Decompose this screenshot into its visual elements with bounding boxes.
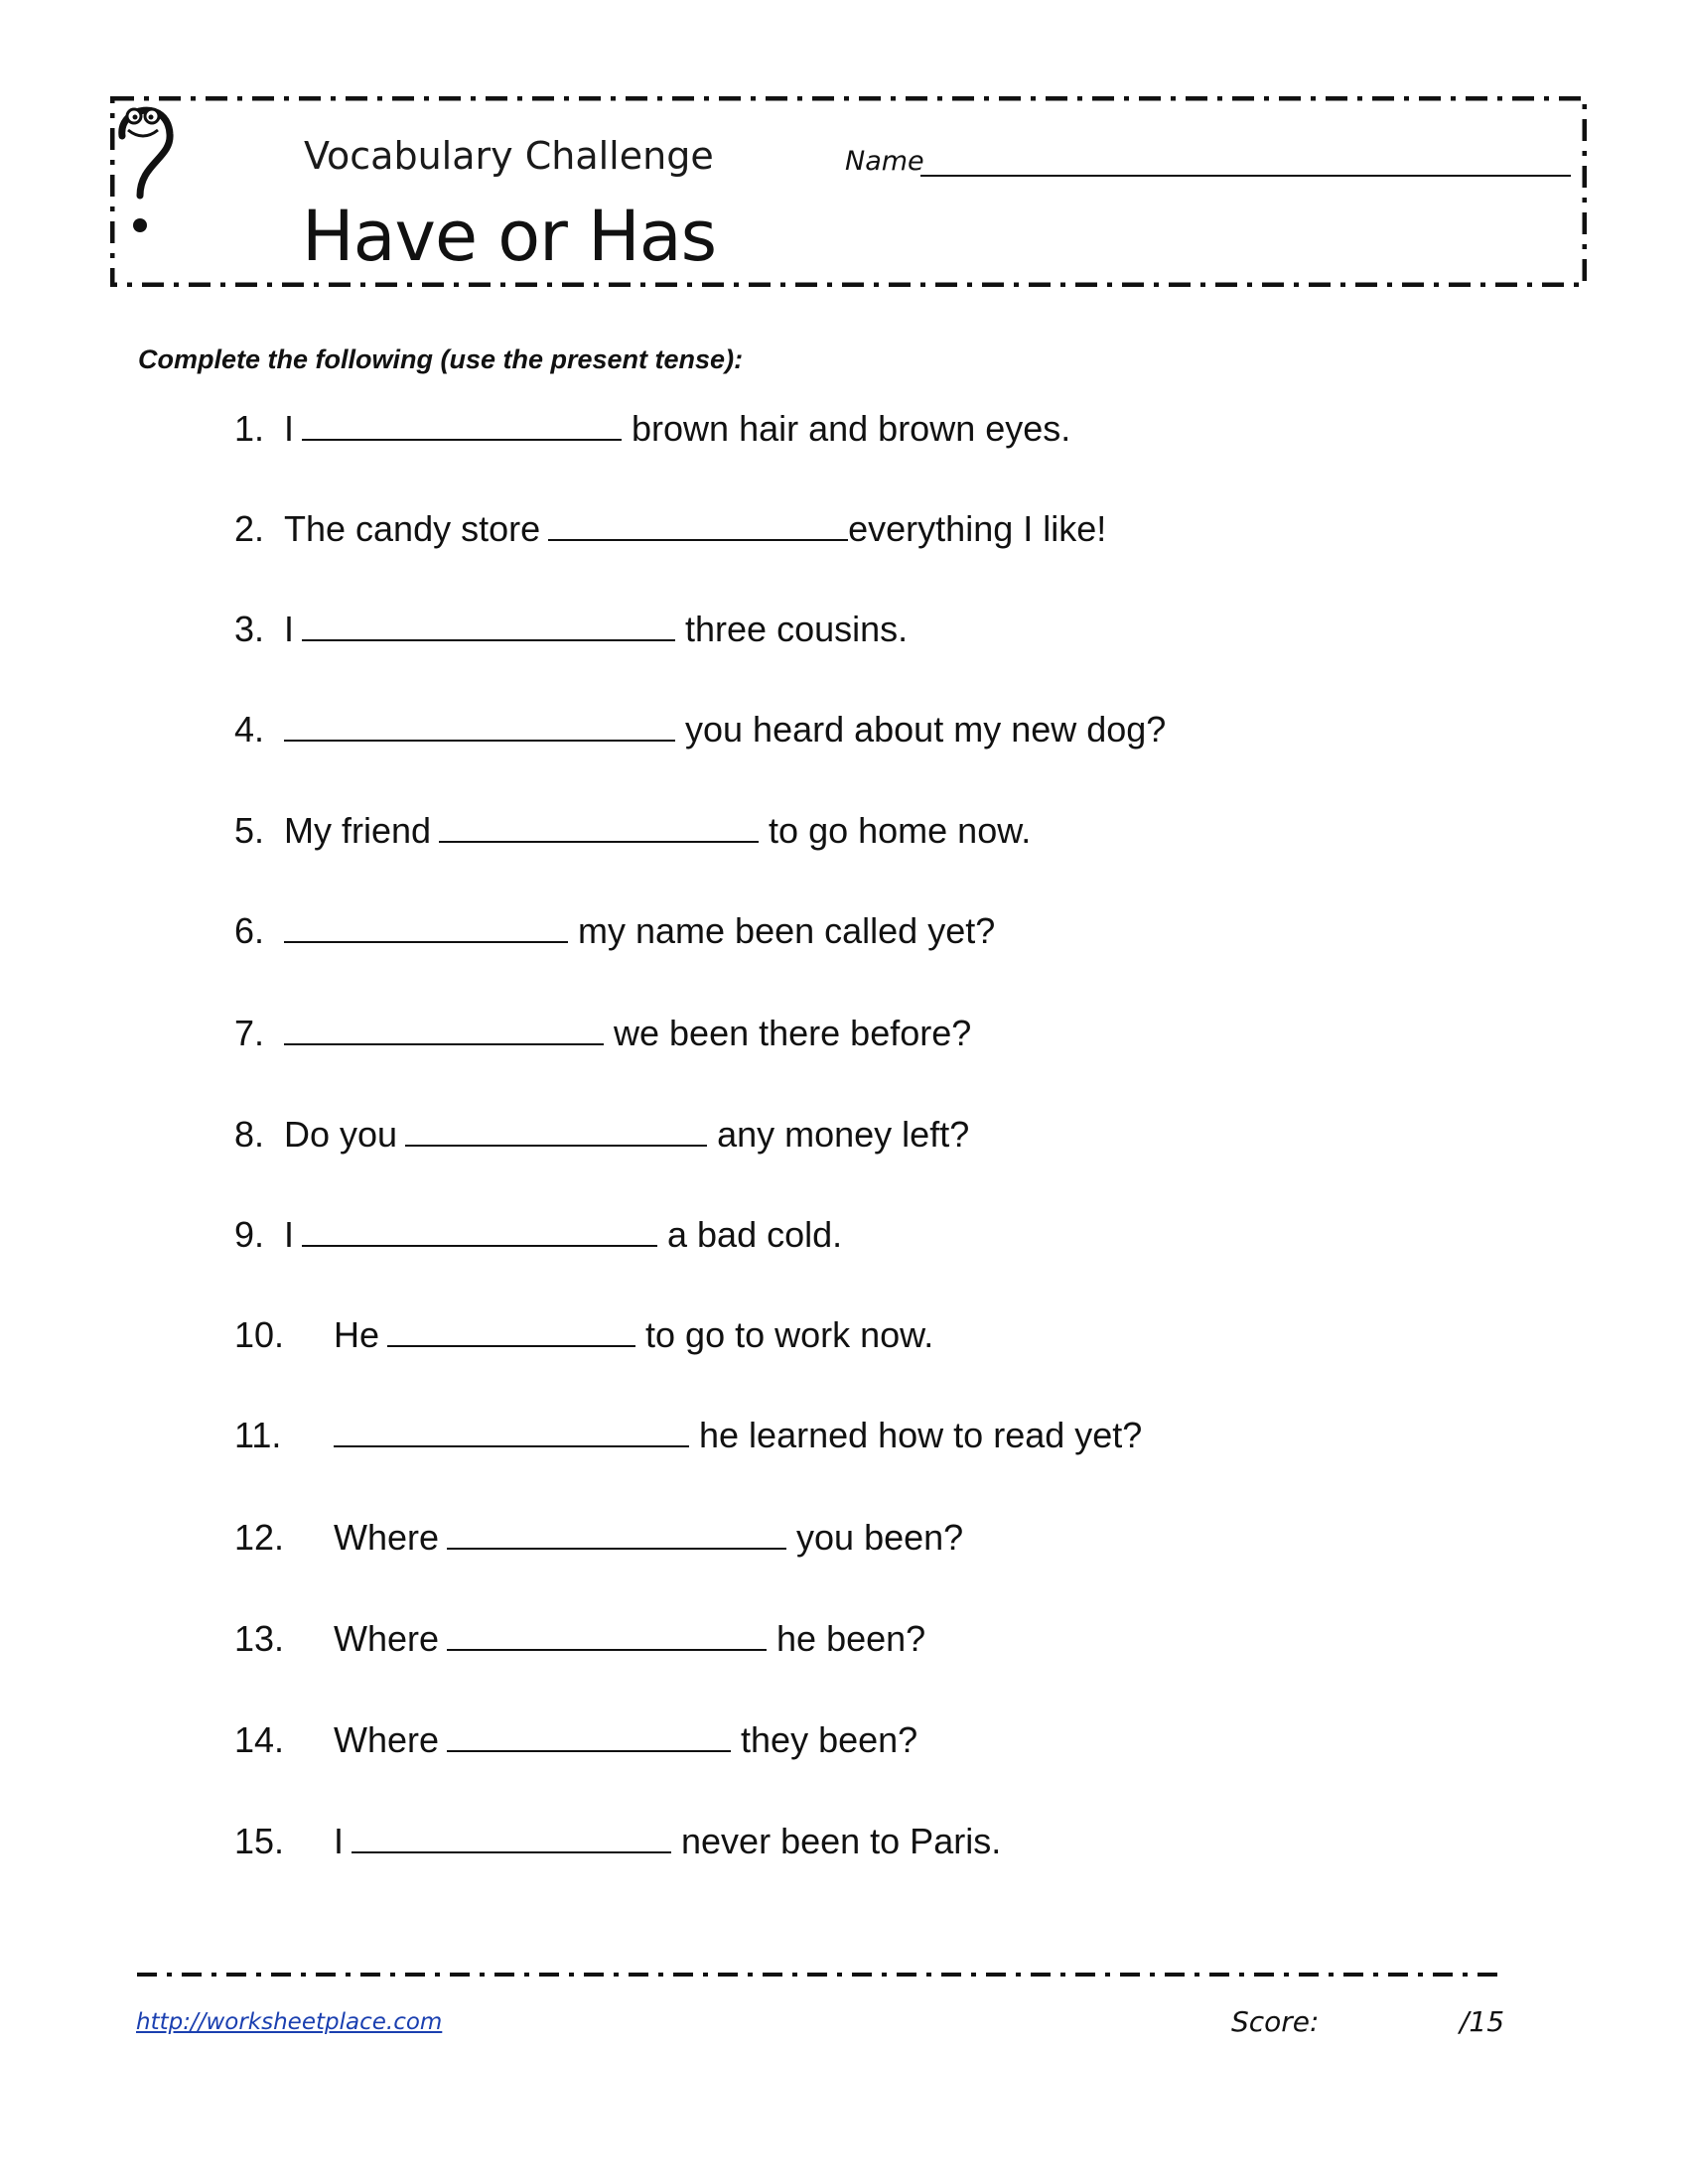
answer-blank[interactable] — [447, 1516, 786, 1550]
answer-blank[interactable] — [447, 1718, 731, 1752]
instructions: Complete the following (use the present tense): — [138, 344, 744, 374]
footer-dashed-rule — [137, 1971, 1507, 1979]
worksheet-title: Have or Has — [302, 196, 717, 277]
answer-blank[interactable] — [447, 1617, 767, 1651]
question-item: 2. The candy store everything I like! — [234, 508, 1107, 549]
worksheetplace-link[interactable]: http://worksheetplace.com — [136, 2009, 443, 2035]
question-item: 15. I never been to Paris. — [234, 1821, 1002, 1861]
answer-blank[interactable] — [334, 1414, 689, 1447]
question-item: 14. Where they been? — [234, 1719, 918, 1760]
answer-blank[interactable] — [302, 608, 675, 641]
question-item: 3. I three cousins. — [234, 609, 909, 649]
question-item: 10. He to go to work now. — [234, 1314, 934, 1355]
answer-blank[interactable] — [387, 1313, 635, 1347]
worksheet-subtitle: Vocabulary Challenge — [304, 134, 714, 178]
answer-blank[interactable] — [284, 909, 568, 943]
question-item: 13. Where he been? — [234, 1618, 926, 1659]
answer-blank[interactable] — [284, 1012, 604, 1045]
question-mark-mascot-icon — [110, 96, 180, 245]
answer-blank[interactable] — [439, 809, 759, 843]
answer-blank[interactable] — [352, 1820, 671, 1853]
question-item: 4. you heard about my new dog? — [234, 709, 1167, 750]
question-item: 6. my name been called yet? — [234, 910, 996, 951]
question-item: 5. My friend to go home now. — [234, 810, 1032, 851]
header-box — [110, 96, 1587, 287]
question-item: 12. Where you been? — [234, 1517, 964, 1558]
answer-blank[interactable] — [302, 407, 622, 441]
question-item: 8. Do you any money left? — [234, 1114, 970, 1155]
question-item: 9. I a bad cold. — [234, 1214, 843, 1255]
score-label: Score: — [1231, 2005, 1320, 2038]
name-field[interactable] — [920, 175, 1571, 177]
question-item: 7. we been there before? — [234, 1013, 972, 1053]
question-item: 1. I brown hair and brown eyes. — [234, 408, 1071, 449]
score-total: /15 — [1460, 2005, 1505, 2038]
answer-blank[interactable] — [284, 708, 675, 742]
question-item: 11. he learned how to read yet? — [234, 1415, 1143, 1455]
answer-blank[interactable] — [405, 1113, 707, 1147]
name-label: Name — [845, 146, 924, 177]
answer-blank[interactable] — [302, 1213, 657, 1247]
answer-blank[interactable] — [548, 507, 848, 541]
